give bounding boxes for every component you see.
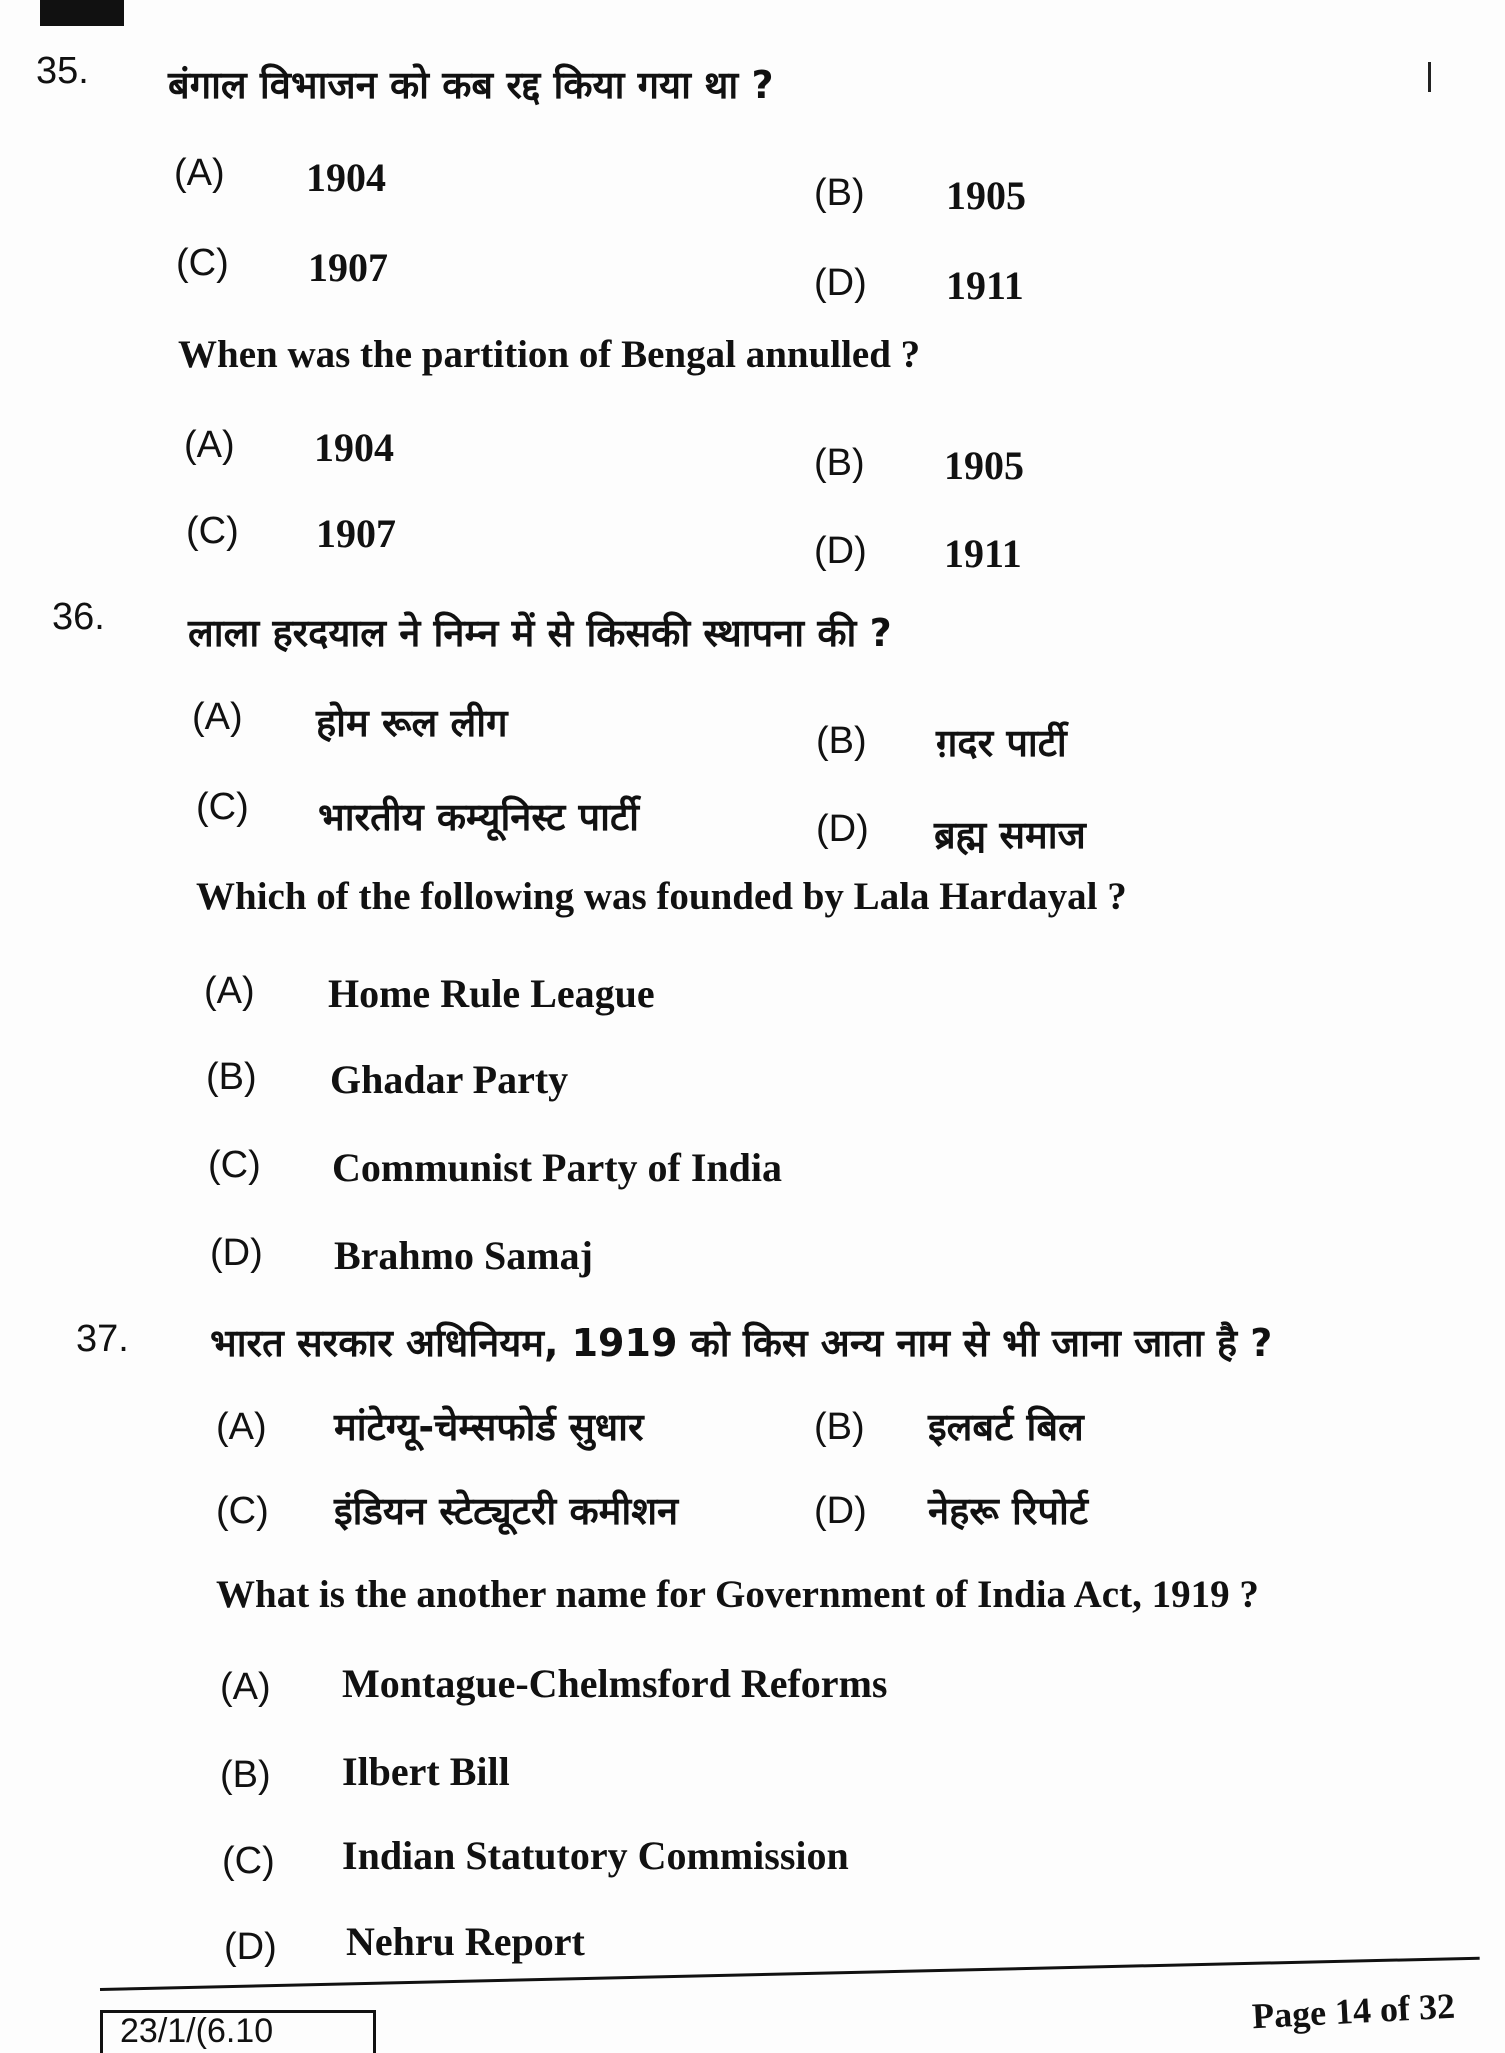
option-text: होम रूल लीग (316, 701, 508, 745)
option-text: इलबर्ट बिल (928, 1405, 1084, 1449)
option-label: (B) (220, 1754, 271, 1796)
option-text: 1905 (944, 443, 1024, 488)
option-text: Nehru Report (346, 1919, 585, 1964)
option-label: (B) (816, 720, 867, 762)
paper-code: 23/1/(6.10 (120, 2012, 274, 2050)
option-label: (B) (814, 1406, 865, 1448)
option-label: (D) (814, 530, 867, 572)
option-text: 1904 (314, 425, 394, 470)
option-text: इंडियन स्टेट्यूटरी कमीशन (334, 1489, 679, 1533)
option-label: (A) (192, 696, 243, 738)
question-number: 36. (52, 596, 105, 638)
option-label: (A) (220, 1666, 271, 1708)
option-label: (C) (216, 1490, 269, 1532)
question-text-hindi: बंगाल विभाजन को कब रद्द किया गया था ? (168, 63, 774, 107)
option-text: 1907 (316, 511, 396, 556)
option-text: 1907 (308, 245, 388, 290)
option-label: (C) (176, 242, 229, 284)
option-text: Montague-Chelmsford Reforms (342, 1661, 888, 1706)
question-text-english: What is the another name for Government of India Act, 1919 ? (216, 1573, 1259, 1616)
option-label: (D) (224, 1926, 277, 1968)
option-text: 1911 (944, 531, 1022, 576)
option-text: भारतीय कम्यूनिस्ट पार्टी (318, 795, 639, 839)
question-number: 37. (76, 1318, 129, 1360)
option-text: ब्रह्म समाज (934, 813, 1086, 857)
option-text: Communist Party of India (332, 1145, 783, 1190)
option-label: (B) (206, 1056, 257, 1098)
option-text: Brahmo Samaj (334, 1233, 593, 1278)
question-text-english: Which of the following was founded by Lala Hardayal ? (196, 875, 1127, 918)
question-text-hindi: लाला हरदयाल ने निम्न में से किसकी स्थापना की ? (188, 611, 892, 655)
question-number: 35. (36, 50, 89, 92)
option-label: (B) (814, 172, 865, 214)
option-label: (D) (210, 1232, 263, 1274)
option-text: ग़दर पार्टी (936, 721, 1067, 765)
option-text: मांटेग्यू-चेम्सफोर्ड सुधार (334, 1405, 644, 1449)
option-text: Indian Statutory Commission (342, 1833, 849, 1878)
option-text: नेहरू रिपोर्ट (928, 1489, 1088, 1533)
option-label: (A) (184, 424, 235, 466)
option-label: (A) (216, 1406, 267, 1448)
option-label: (D) (816, 808, 869, 850)
option-label: (C) (222, 1840, 275, 1882)
margin-tick (1428, 62, 1431, 92)
option-label: (A) (174, 152, 225, 194)
option-text: Ghadar Party (330, 1057, 569, 1102)
option-label: (C) (186, 510, 239, 552)
option-label: (D) (814, 262, 867, 304)
option-text: 1904 (306, 155, 386, 200)
footer-divider (100, 1957, 1480, 1991)
option-text: 1911 (946, 263, 1024, 308)
question-text-hindi: भारत सरकार अधिनियम, 1919 को किस अन्य नाम से भी जाना जाता है ? (210, 1321, 1273, 1365)
option-text: 1905 (946, 173, 1026, 218)
option-label: (B) (814, 442, 865, 484)
option-label: (D) (814, 1490, 867, 1532)
option-label: (C) (208, 1144, 261, 1186)
question-text-english: When was the partition of Bengal annulled ? (178, 333, 921, 376)
option-text: Ilbert Bill (342, 1749, 510, 1794)
option-label: (A) (204, 970, 255, 1012)
page-number: Page 14 of 32 (1251, 1985, 1456, 2037)
page-corner-mark (40, 0, 124, 26)
option-text: Home Rule League (328, 971, 655, 1016)
option-label: (C) (196, 786, 249, 828)
